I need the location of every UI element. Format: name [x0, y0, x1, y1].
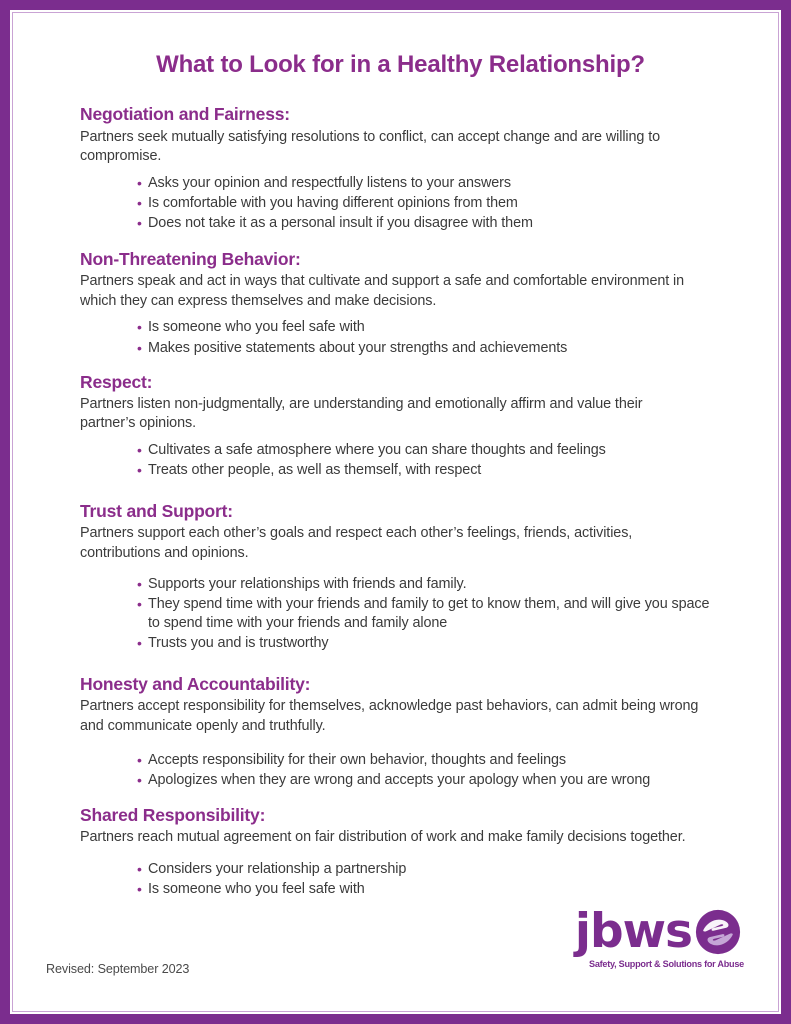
section-heading: Honesty and Accountability: — [80, 674, 311, 695]
section-heading: Respect: — [80, 371, 153, 392]
revision-note: Revised: September 2023 — [46, 962, 190, 976]
list-item: • Supports your relationships with friends and family. — [137, 575, 721, 594]
list-item: • Cultivates a safe atmosphere where you can share thoughts and feelings — [137, 441, 721, 460]
list-item: • Asks your opinion and respectfully listens to your answers — [137, 174, 721, 193]
section-body: Partners speak and act in ways that cultivate and support a safe and comfortable environment in which they can express themselves and make decisions. — [80, 273, 685, 309]
section-body: Partners seek mutually satisfying resolutions to conflict, can accept change and are willing to compromise. — [80, 128, 661, 165]
document-content — [12, 12, 779, 1012]
logo-tagline: Safety, Support & Solutions for Abuse — [589, 959, 744, 969]
section-bullet-list — [80, 174, 721, 233]
section-body: Partners support each other’s goals and respect each other’s feelings, friends, activities, contributions and opinions. — [80, 525, 633, 562]
section-trust-and-support — [80, 501, 721, 653]
section-heading: Non-Threatening Behavior: — [80, 249, 301, 270]
section-bullet-list — [80, 441, 721, 480]
section-body: Partners reach mutual agreement on fair distribution of work and make family decisions together. — [80, 828, 686, 845]
section-bullet-list — [80, 860, 721, 899]
list-item: • Is someone who you feel safe with — [137, 880, 721, 899]
section-body: Partners accept responsibility for themselves, acknowledge past behaviors, can admit being wrong and communicate openly and truthfully. — [80, 698, 699, 734]
section-non-threatening-behavior — [80, 249, 721, 358]
section-shared-responsibility — [80, 805, 721, 899]
section-heading: Negotiation and Fairness: — [80, 104, 290, 125]
jbws-logo — [574, 904, 744, 980]
section-heading: Trust and Support: — [80, 501, 233, 522]
logo-wordmark: jbws — [574, 904, 692, 960]
page-title: What to Look for in a Healthy Relationship? — [156, 51, 645, 78]
list-item: • Is comfortable with you having different opinions from them — [137, 194, 721, 213]
list-item: • Is someone who you feel safe with — [137, 318, 721, 337]
hands-in-circle-icon — [695, 909, 741, 955]
list-item: • Accepts responsibility for their own behavior, thoughts and feelings — [137, 751, 721, 770]
section-negotiation-and-fairness — [80, 104, 721, 233]
list-item: • Considers your relationship a partnership — [137, 860, 721, 879]
list-item: • Trusts you and is trustworthy — [137, 634, 721, 653]
section-heading: Shared Responsibility: — [80, 804, 266, 825]
page-border-frame — [10, 10, 781, 1014]
logo-row — [574, 904, 741, 960]
list-item: • They spend time with your friends and family to get to know them, and will give you space to spend time with your friends and family alone — [137, 595, 721, 633]
section-bullet-list — [80, 751, 721, 790]
section-bullet-list — [80, 575, 721, 654]
list-item: • Apologizes when they are wrong and accepts your apology when you are wrong — [137, 771, 721, 790]
section-honesty-and-accountability — [80, 674, 721, 790]
section-body: Partners listen non-judgmentally, are understanding and emotionally affirm and value their partner’s opinions. — [80, 395, 643, 432]
list-item: • Makes positive statements about your strengths and achievements — [137, 339, 721, 358]
section-respect — [80, 372, 721, 481]
list-item: • Treats other people, as well as themself, with respect — [137, 461, 721, 480]
section-bullet-list — [80, 318, 721, 357]
list-item: • Does not take it as a personal insult if you disagree with them — [137, 214, 721, 233]
